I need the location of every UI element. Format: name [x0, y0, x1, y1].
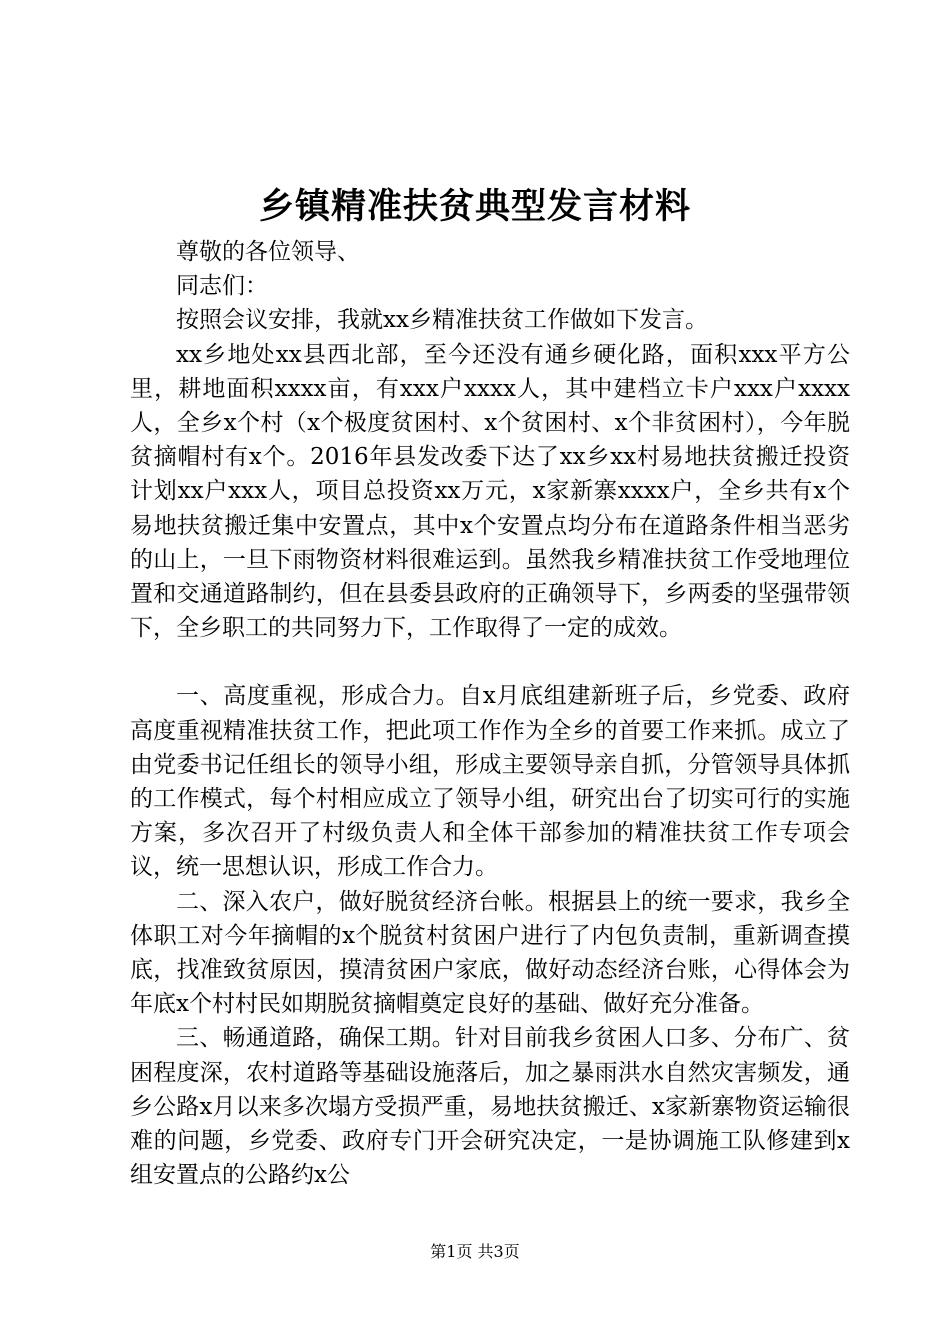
salutation-line-1: 尊敬的各位领导、: [176, 239, 360, 265]
salutation-line-2: 同志们：: [176, 273, 268, 300]
document-title: 乡镇精准扶贫典型发言材料: [258, 186, 691, 227]
section-2-paragraph: 二、深入农户，做好脱贫经济台帐。根据县上的统一要求，我乡全体职工对今年摘帽的x个脱贫村贫困户进行了内包负责制，重新调查摸底，找准致贫原因，摸清贫困户家底，做好动态经济台账，心得体会为年底x个村村民如期脱贫摘帽奠定良好的基础、做好充分准备。: [130, 888, 850, 1018]
intro-paragraph: 按照会议安排，我就xx乡精准扶贫工作做如下发言。: [176, 307, 708, 334]
page-footer: 第1页 共3页: [430, 1242, 520, 1261]
section-3-paragraph: 三、畅通道路，确保工期。针对目前我乡贫困人口多、分布广、贫困程度深，农村道路等基础设施落后，加之暴雨洪水自然灾害频发，通乡公路x月以来多次塌方受损严重，易地扶贫搬迁、x家新寨物资运输很难的问题，乡党委、政府专门开会研究决定，一是协调施工队修建到x组安置点的公路约x公: [130, 1025, 850, 1189]
overview-paragraph: xx乡地处xx县西北部，至今还没有通乡硬化路，面积xxx平方公里，耕地面积xxxx亩，有xxx户xxxx人，其中建档立卡户xxx户xxxx人，全乡x个村（x个极度贫困村、x个贫困村、x个非贫困村），今年脱贫摘帽村有x个。2016年县发改委下达了xx乡xx村易地扶贫搬迁投资计划xx户xxx人，项目总投资xx万元，x家新寨xxxx户，全乡共有x个易地扶贫搬迁集中安置点，其中x个安置点均分布在道路条件相当恶劣的山上，一旦下雨物资材料很难运到。虽然我乡精准扶贫工作受地理位置和交通道路制约，但在县委县政府的正确领导下，乡两委的坚强带领下，全乡职工的共同努力下，工作取得了一定的成效。: [130, 341, 850, 642]
section-1-paragraph: 一、高度重视，形成合力。自x月底组建新班子后，乡党委、政府高度重视精准扶贫工作，把此项工作作为全乡的首要工作来抓。成立了由党委书记任组长的领导小组，形成主要领导亲自抓，分管领导具体抓的工作模式，每个村相应成立了领导小组，研究出台了切实可行的实施方案，多次召开了村级负责人和全体干部参加的精准扶贫工作专项会议，统一思想认识，形成工作合力。: [130, 683, 850, 881]
document-body: [130, 235, 850, 1192]
